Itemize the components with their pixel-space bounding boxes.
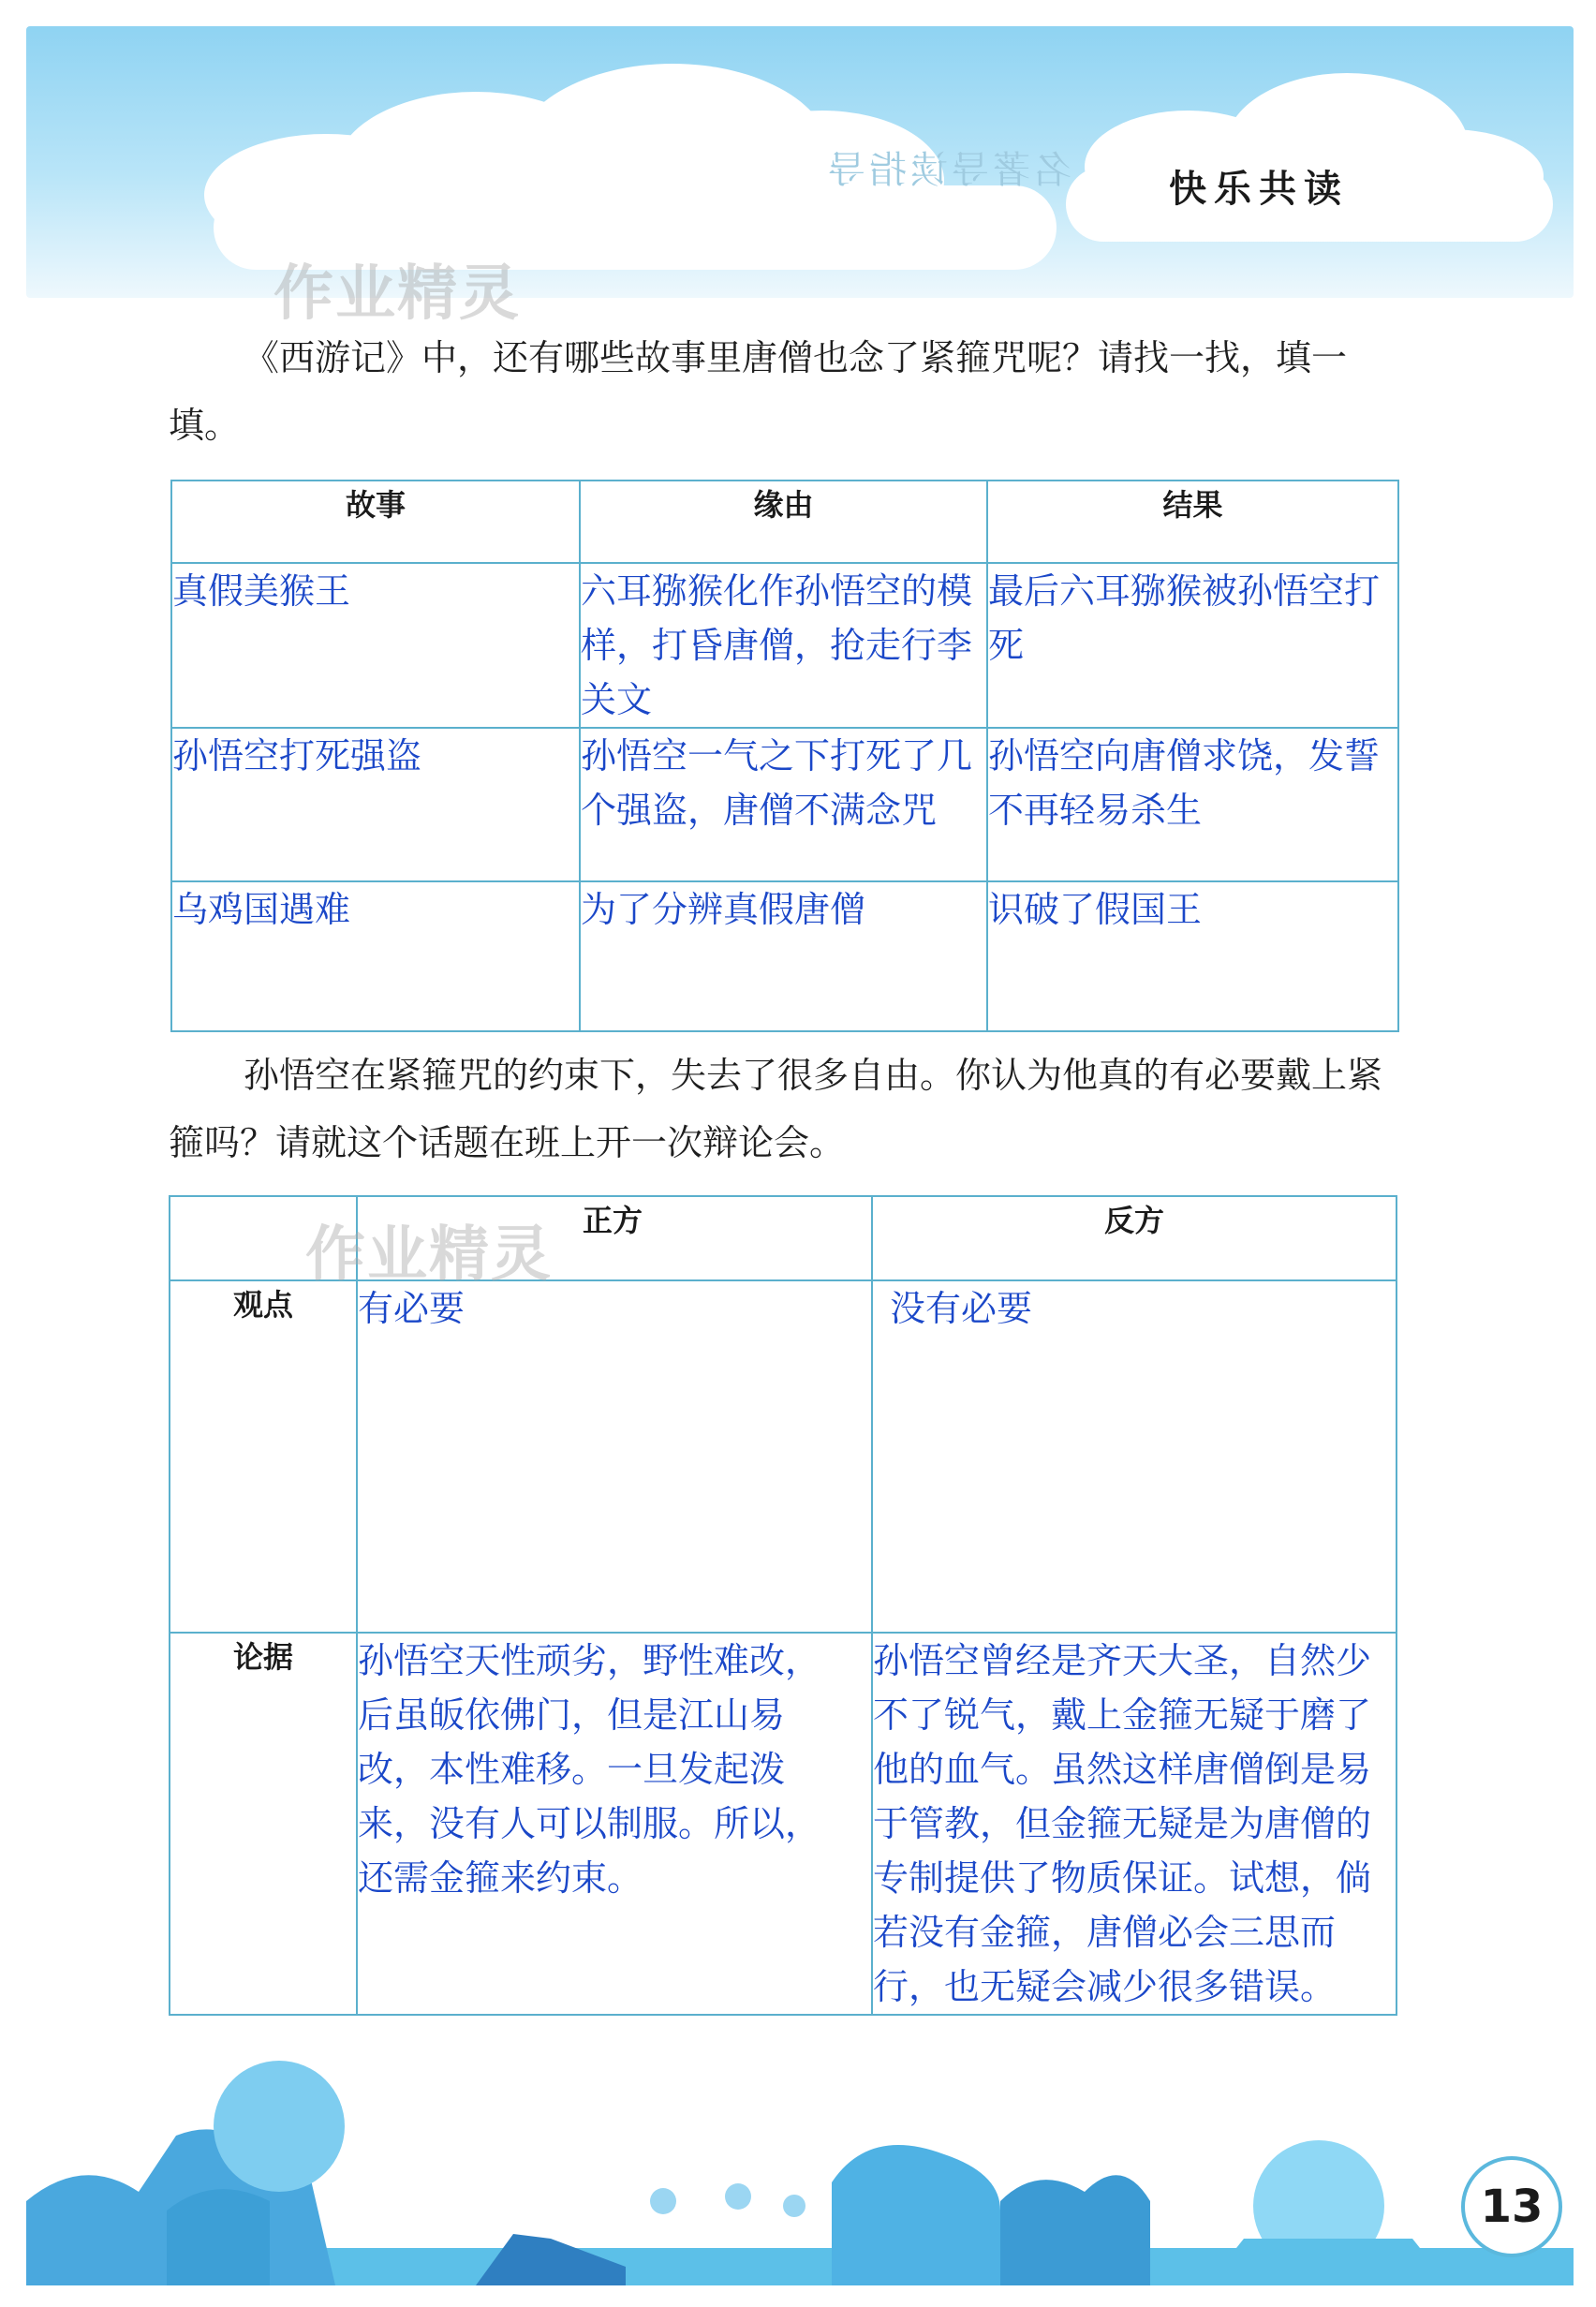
result-cell[interactable]: 最后六耳猕猴被孙悟空打死: [987, 563, 1398, 728]
story-cell[interactable]: 孙悟空打死强盗: [171, 728, 580, 881]
watermark: 作业精灵: [273, 259, 521, 329]
reason-cell[interactable]: 孙悟空一气之下打死了几个强盗，唐僧不满念咒: [580, 728, 987, 881]
table-row: [171, 728, 1398, 881]
header-reason: 缘由: [580, 481, 987, 563]
con-argument-cell[interactable]: 孙悟空曾经是齐天大圣，自然少不了锐气，戴上金箍无疑于磨了他的血气。虽然这样唐僧倒是易于管教，但金箍无疑是为唐僧的专制提供了物质保证。试想，倘若没有金箍，唐僧必会三思而行，也无疑会减少很多错误。: [872, 1633, 1396, 2015]
pro-viewpoint-cell[interactable]: 有必要: [357, 1280, 872, 1633]
table-row: [171, 563, 1398, 728]
question-2-text: 孙悟空在紧箍咒的约束下，失去了很多自由。你认为他真的有必要戴上紧箍吗？请就这个话题在班上开一次辩论会。: [169, 1055, 1383, 1163]
header-con: 反方: [872, 1196, 1396, 1280]
viewpoint-label: 观点: [170, 1280, 357, 1633]
footer-city-illustration: [26, 2014, 1574, 2285]
mirrored-background-title: 名著导读指导: [824, 149, 1071, 192]
story-cell[interactable]: 乌鸡国遇难: [171, 881, 580, 1031]
header-result: 结果: [987, 481, 1398, 563]
watermark: 作业精灵: [305, 1220, 553, 1290]
result-cell[interactable]: 孙悟空向唐僧求饶，发誓不再轻易杀生: [987, 728, 1398, 881]
section-title: 快乐共读: [1169, 168, 1349, 211]
header-pro: 正方: [357, 1196, 872, 1280]
story-cell[interactable]: 真假美猴王: [171, 563, 580, 728]
pro-argument-cell[interactable]: 孙悟空天性顽劣，野性难改，后虽皈依佛门，但是江山易改，本性难移。一旦发起泼来，没有人可以制服。所以，还需金箍来约束。: [357, 1633, 872, 2015]
debate-table: [169, 1195, 1397, 2016]
argument-label: 论据: [170, 1633, 357, 2015]
reason-cell[interactable]: 六耳猕猴化作孙悟空的模样，打昏唐僧，抢走行李关文: [580, 563, 987, 728]
story-table: [170, 480, 1399, 1032]
con-viewpoint-cell[interactable]: 没有必要: [872, 1280, 1396, 1633]
question-1-text: 《西游记》中，还有哪些故事里唐僧也念了紧箍咒呢？请找一找，填一填。: [169, 337, 1348, 446]
header-story: 故事: [171, 481, 580, 563]
reason-cell[interactable]: 为了分辨真假唐僧: [580, 881, 987, 1031]
table-row: [171, 881, 1398, 1031]
result-cell[interactable]: 识破了假国王: [987, 881, 1398, 1031]
page-number: 13: [1461, 2156, 1562, 2257]
